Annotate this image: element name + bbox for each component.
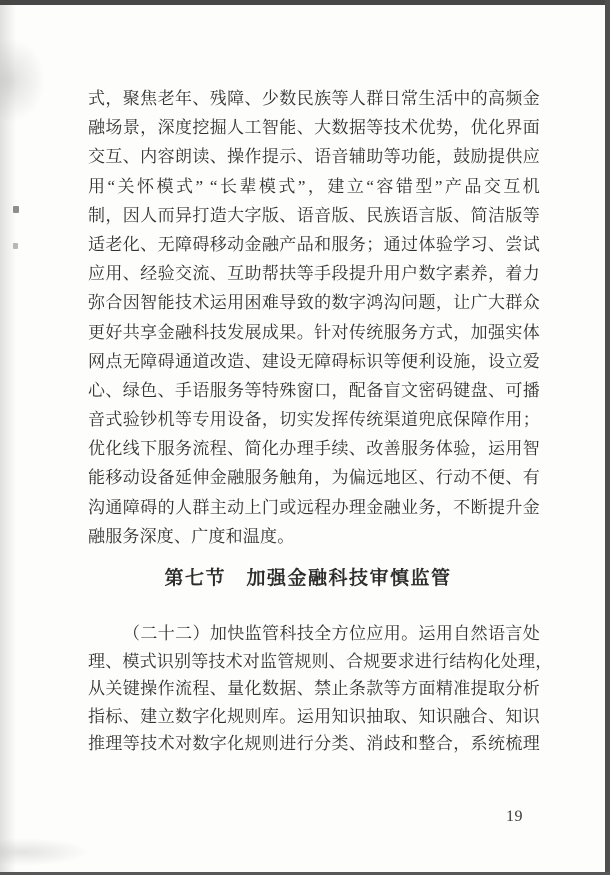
text-line: 制，因人而异打造大字版、语音版、民族语言版、简洁版等 (88, 205, 540, 225)
text-line: 心、绿色、手语服务等特殊窗口，配备盲文密码键盘、可播 (88, 380, 540, 400)
scan-edge-right (605, 0, 610, 875)
body-text-block (88, 84, 553, 758)
text-line: （二十二）加快监管科技全方位应用。运用自然语言处 (123, 624, 540, 643)
section-heading: 第七节 加强金融科技审慎监管 (164, 568, 452, 589)
text-line: 从关键操作流程、量化数据、禁止条款等方面精准提取分析 (88, 679, 540, 699)
text-line: 交互、内容朗读、操作提示、语音辅助等功能，鼓励提供应 (88, 147, 540, 167)
scan-speck (13, 206, 19, 213)
text-line: 推理等技术对数字化规则进行分类、消歧和整合，系统梳理 (88, 734, 540, 754)
scan-shadow-left (0, 5, 16, 872)
text-line: 网点无障碍通道改造、建设无障碍标识等便利设施，设立爱 (88, 351, 540, 371)
text-line: 弥合因智能技术运用困难导致的数字鸿沟问题，让广大群众 (88, 293, 540, 313)
text-line: 融服务深度、广度和温度。 (88, 526, 295, 546)
text-line: 指标、建立数字化规则库。运用知识抽取、知识融合、知识 (88, 706, 540, 726)
text-line: 更好共享金融科技发展成果。针对传统服务方式，加强实体 (88, 322, 540, 342)
text-line: 融场景，深度挖掘人工智能、大数据等技术优势，优化界面 (88, 118, 540, 138)
paragraph-continued (88, 84, 540, 551)
scan-edge-top (0, 0, 610, 5)
text-line: 适老化、无障碍移动金融产品和服务；通过体验学习、尝试 (88, 234, 540, 254)
scan-blotch-top-left (0, 38, 46, 123)
text-line: 音式验钞机等专用设备，切实发挥传统渠道兜底保障作用； (88, 410, 540, 430)
text-line: 沟通障碍的人群主动上门或远程办理金融业务，不断提升金 (88, 497, 540, 517)
text-line: 优化线下服务流程、简化办理手续、改善服务体验，运用智 (88, 439, 540, 459)
page-number: 19 (506, 808, 523, 825)
paragraph-item-22 (88, 620, 553, 758)
scan-blotch-bottom-left (0, 838, 90, 866)
text-line: 应用、经验交流、互助帮扶等手段提升用户数字素养，着力 (88, 264, 540, 284)
text-line: 用“关怀模式” “长辈模式”，建立“容错型”产品交互机 (88, 176, 540, 196)
text-line: 能移动设备延伸金融服务触角，为偏远地区、行动不便、有 (88, 468, 540, 488)
text-line: 式，聚焦老年、残障、少数民族等人群日常生活中的高频金 (88, 89, 540, 108)
scan-speck (13, 243, 18, 249)
text-line: 理、模式识别等技术对监管规则、合规要求进行结构化处理， (88, 651, 553, 671)
